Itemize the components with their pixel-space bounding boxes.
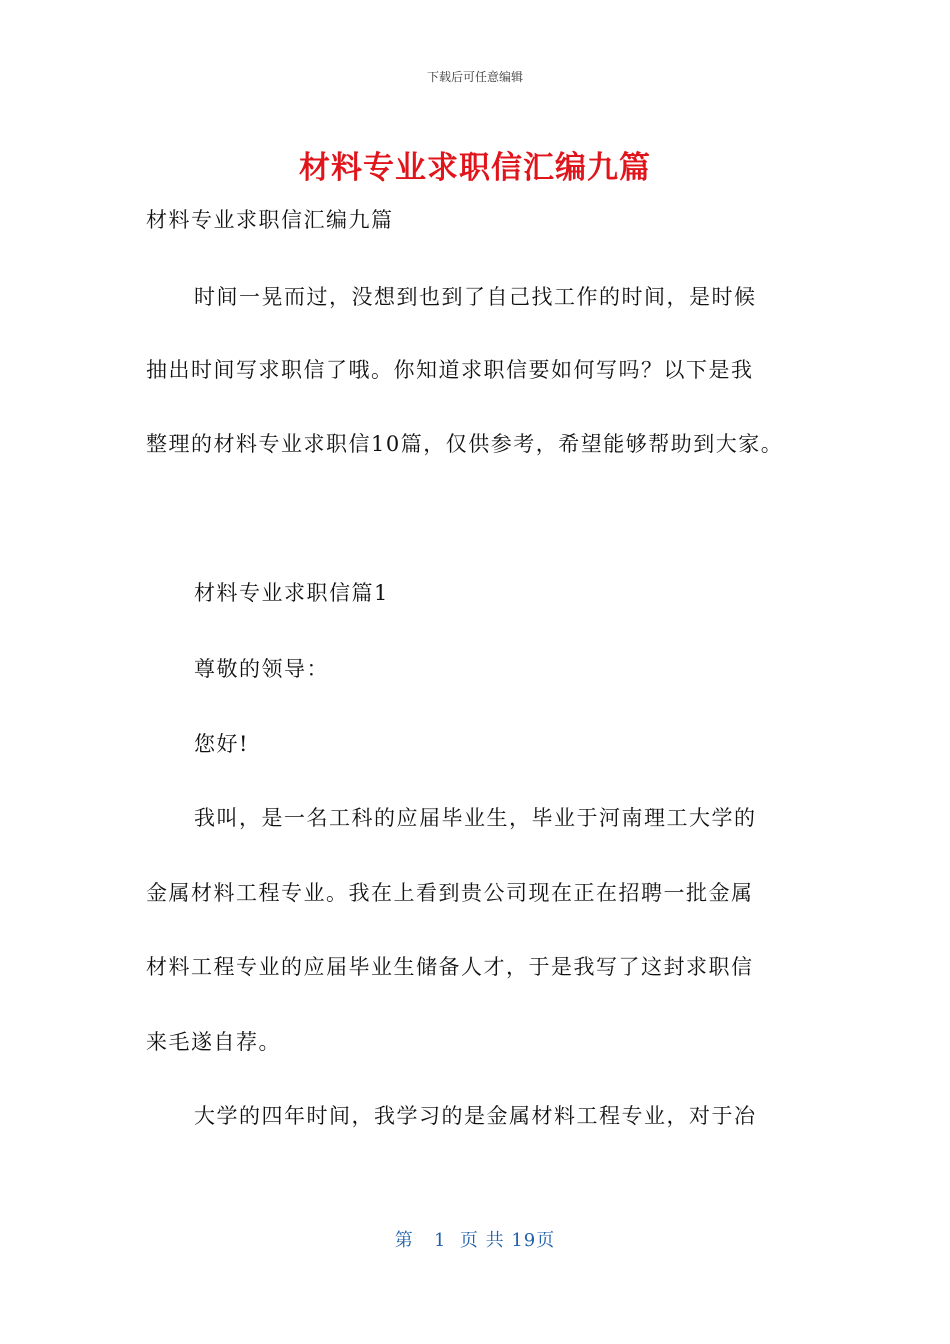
greeting: 您好! bbox=[194, 732, 249, 756]
para1-line-1: 我叫，是一名工科的应届毕业生，毕业于河南理工大学的 bbox=[194, 806, 757, 830]
para1-line-3: 材料工程专业的应届毕业生储备人才，于是我写了这封求职信 bbox=[146, 955, 754, 979]
para2-line-1: 大学的四年时间，我学习的是金属材料工程专业，对于冶 bbox=[194, 1104, 757, 1128]
footer-label-of: 页 共 bbox=[459, 1230, 505, 1251]
intro-line-1: 时间一晃而过，没想到也到了自己找工作的时间，是时候 bbox=[194, 285, 757, 309]
document-title: 材料专业求职信汇编九篇 bbox=[299, 150, 651, 186]
footer-current-page: 1 bbox=[433, 1230, 447, 1251]
footer-total-pages: 19 bbox=[511, 1230, 537, 1251]
page-footer bbox=[0, 1226, 950, 1252]
intro-line-3: 整理的材料专业求职信10篇，仅供参考，希望能够帮助到大家。 bbox=[146, 432, 784, 456]
footer-label-page: 第 bbox=[394, 1230, 414, 1251]
salutation: 尊敬的领导： bbox=[194, 657, 329, 681]
para1-line-4: 来毛遂自荐。 bbox=[146, 1030, 281, 1054]
intro-line-2: 抽出时间写求职信了哦。你知道求职信要如何写吗？以下是我 bbox=[146, 358, 754, 382]
section-heading: 材料专业求职信篇1 bbox=[194, 581, 389, 605]
para1-line-2: 金属材料工程专业。我在上看到贵公司现在正在招聘一批金属 bbox=[146, 881, 754, 905]
document-subtitle: 材料专业求职信汇编九篇 bbox=[146, 208, 394, 232]
header-note: 下载后可任意编辑 bbox=[426, 70, 523, 84]
footer-label-end: 页 bbox=[536, 1230, 556, 1251]
